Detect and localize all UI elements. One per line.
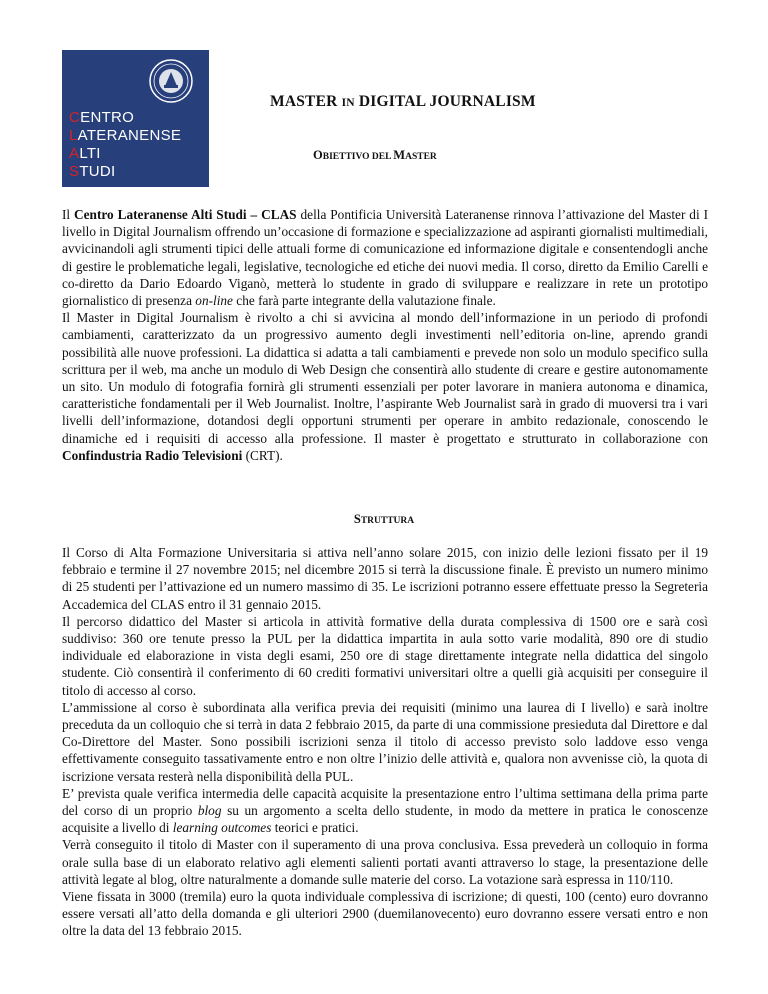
clas-logo — [62, 50, 209, 187]
logo-line: ALTI — [69, 145, 101, 162]
logo-line: STUDI — [69, 163, 116, 180]
structure-paragraph: L’ammissione al corso è subordinata alla verifica previa dei requisiti (minimo una laurea di I livello) e sarà inoltre preceduta da un colloquio che si terrà in data 2 febbraio 2015, da parte di una commissione presieduta dal Direttore e dal Co-Direttore del Master. Sono possibili iscrizioni senza il titolo di accesso previsto solo laddove esso venga effettivamente conseguito tassativamente entro e non oltre l’inizio delle attività e, qualora non avvenisse ciò, la quota di iscrizione versata resterà nella disponibilità della PUL. — [62, 699, 708, 784]
structure-paragraph: E’ prevista quale verifica intermedia delle capacità acquisite la presentazione entro l’ultima settimana della prima parte del corso di un proprio blog su un argomento a scelta dello studente, in modo da mettere in pratica le conoscenze acquisite a livello di learning outcomes teorici e pratici. — [62, 785, 709, 836]
structure-paragraph: Verrà conseguito il titolo di Master con il superamento di una prova conclusiva. Essa prevederà un colloquio in forma orale sulla base di un elaborato relativo agli elementi salienti portati avanti attraverso lo stage, la presentazione delle attività legate al blog, oltre naturalmente a domande sulle materie del corso. La votazione sarà espressa in 110/110. — [62, 837, 708, 887]
logo-line: CENTRO — [69, 109, 135, 126]
structure-paragraph: Il Corso di Alta Formazione Universitaria si attiva nell’anno solare 2015, con inizio delle lezioni fissato per il 19 febbraio e termine il 27 novembre 2015; nel dicembre 2015 si terrà la discussione finale. È previsto un numero minimo di 25 studenti per l’attivazione ed un numero massimo di 35. Le iscrizioni potranno essere effettuate presso la Segreteria Accademica del CLAS entro il 31 gennaio 2015. — [62, 545, 708, 612]
objective-section — [62, 206, 708, 464]
objective-paragraph: Il Centro Lateranense Alti Studi – CLAS della Pontificia Università Lateranense rinnova l’attivazione del Master di I livello in Digital Journalism offrendo un’occasione di formazione e specializzazione ad aspiranti giornalisti multimediali, avvicinandoli agli strumenti tipici delle attuali forme di comunicazione ed informazione digitale e consentendogli anche di gestire le problematiche legali, legislative, tecnologiche ed etiche dei nuovi media. Il corso, diretto da Emilio Carelli e co-diretto da Dario Edoardo Viganò, metterà lo studente in grado di sviluppare e realizzare in rete un prototipo giornalistico di presenza on-line che farà parte integrante della valutazione finale. — [62, 207, 708, 309]
logo-text — [69, 109, 181, 181]
university-seal-icon — [148, 58, 194, 104]
structure-section — [62, 544, 708, 940]
structure-paragraph: Viene fissata in 3000 (tremila) euro la quota individuale complessiva di iscrizione; di questi, 100 (cento) euro dovranno essere versati all’atto della domanda e gli ulteriori 2900 (duemilanovecento) euro dovranno essere versati entro e non oltre la data del 13 febbraio 2015. — [62, 889, 708, 939]
document-title: MASTER IN DIGITAL JOURNALISM — [270, 93, 536, 110]
objective-heading: OBIETTIVO DEL MASTER — [313, 148, 437, 162]
structure-heading: STRUTTURA — [353, 512, 415, 526]
objective-paragraph: Il Master in Digital Journalism è rivolto a chi si avvicina al mondo dell’informazione in un periodo di profondi cambiamenti, caratterizzato da un progressivo aumento degli investimenti nell’editoria on-line, aprendo grandi possibilità alle nuove professioni. La didattica si adatta a tali cambiamenti e prevede non solo un modulo specifico sulla scrittura per il web, ma anche un modulo di Web Design che consentirà allo studente di creare e gestire autonomamente un sito. Un modulo di fotografia fornirà gli strumenti essenziali per poter lavorare in maniera autonoma e dinamica, caratteristiche fondamentali per il Web Journalist. Inoltre, l’aspirante Web Journalist sarà in grado di muoversi tra i vari livelli dell’informazione, dotandosi degli opportuni strumenti per operare in ambito redazionale, conoscendo le dinamiche ed i requisiti di accesso alla professione. Il master è progettato e strutturato in collaborazione con Confindustria Radio Televisioni (CRT). — [62, 310, 708, 463]
structure-paragraph: Il percorso didattico del Master si articola in attività formative della durata complessiva di 1500 ore e sarà così suddiviso: 360 ore tenute presso la PUL per la didattica impartita in aula sotto varie modalità, 890 ore di studio individuale ed elaborazione in vista degli esami, 250 ore di stage direttamente integrate nella didattica del singolo studente. Ciò consentirà il conferimento di 60 crediti formativi universitari oltre a quelli già acquisiti per conseguire il titolo di accesso al corso. — [62, 613, 708, 698]
logo-line: LATERANENSE — [69, 127, 182, 144]
